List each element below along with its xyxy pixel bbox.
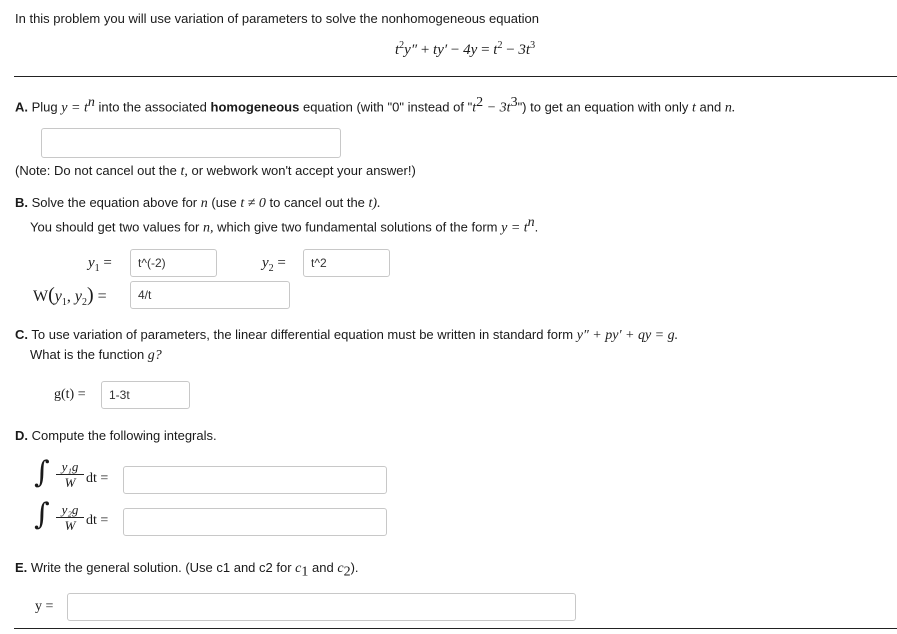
g-input[interactable]: 1-3t <box>101 381 190 409</box>
divider-top <box>14 76 897 77</box>
part-b-line2: You should get two values for n, which give two fundamental solutions of the form $y = t^n$. <box>30 215 539 236</box>
part-c-line2: What is the function g? <box>30 347 162 363</box>
dt-label-1: dt = <box>86 471 109 486</box>
part-d-prompt: D. Compute the following integrals. <box>15 428 217 443</box>
part-b-prompt: B. Solve the equation above for n (use t ≠ 0 to cancel out the t). <box>15 195 381 211</box>
g-label: g(t) = <box>54 387 86 402</box>
intro-text: In this problem you will use variation of parameters to solve the nonhomogeneous equation <box>15 11 539 26</box>
part-e-prompt: E. Write the general solution. (Use c1 and c2 for $c_1$ and $c_2$). <box>15 560 359 580</box>
integral-sign-2: ∫ <box>34 497 50 532</box>
integral-2-input[interactable] <box>123 508 387 536</box>
y1-input[interactable]: t^(-2) <box>130 249 217 277</box>
divider-bottom <box>14 628 897 629</box>
part-a-prompt: A. Plug $y = t^n$ into the associated homogeneous equation (with "0" instead of "$t^2$ − $3t^3$") to get an equation with only t and n. <box>15 95 736 116</box>
integral-1-input[interactable] <box>123 466 387 494</box>
integrand-1: $\frac{\text{y₁g}}{W}$ <box>56 460 84 490</box>
wronskian-label: $W(y_1$, $y_2$) = <box>33 284 107 309</box>
part-a-input[interactable] <box>41 128 341 158</box>
y1-label: $y_1$ = <box>88 255 112 274</box>
part-a-note: (Note: Do not cancel out the t, or webwork won't accept your answer!) <box>15 163 416 179</box>
wronskian-input[interactable]: 4/t <box>130 281 290 309</box>
integrand-2: $\frac{\text{y₂g}}{W}$ <box>56 503 84 533</box>
integral-sign-1: ∫ <box>34 455 50 490</box>
dt-label-2: dt = <box>86 513 109 528</box>
y2-label: $y_2$ = <box>262 255 286 274</box>
main-equation: $t^2y'' + ty' - 4y = t^2 - 3t^3$ <box>395 40 536 58</box>
part-c-prompt: C. To use variation of parameters, the linear differential equation must be written in standard form y″ + py′ + qy = g. <box>15 327 679 343</box>
general-solution-input[interactable] <box>67 593 576 621</box>
y-general-label: y = <box>35 599 54 614</box>
y2-input[interactable]: t^2 <box>303 249 390 277</box>
